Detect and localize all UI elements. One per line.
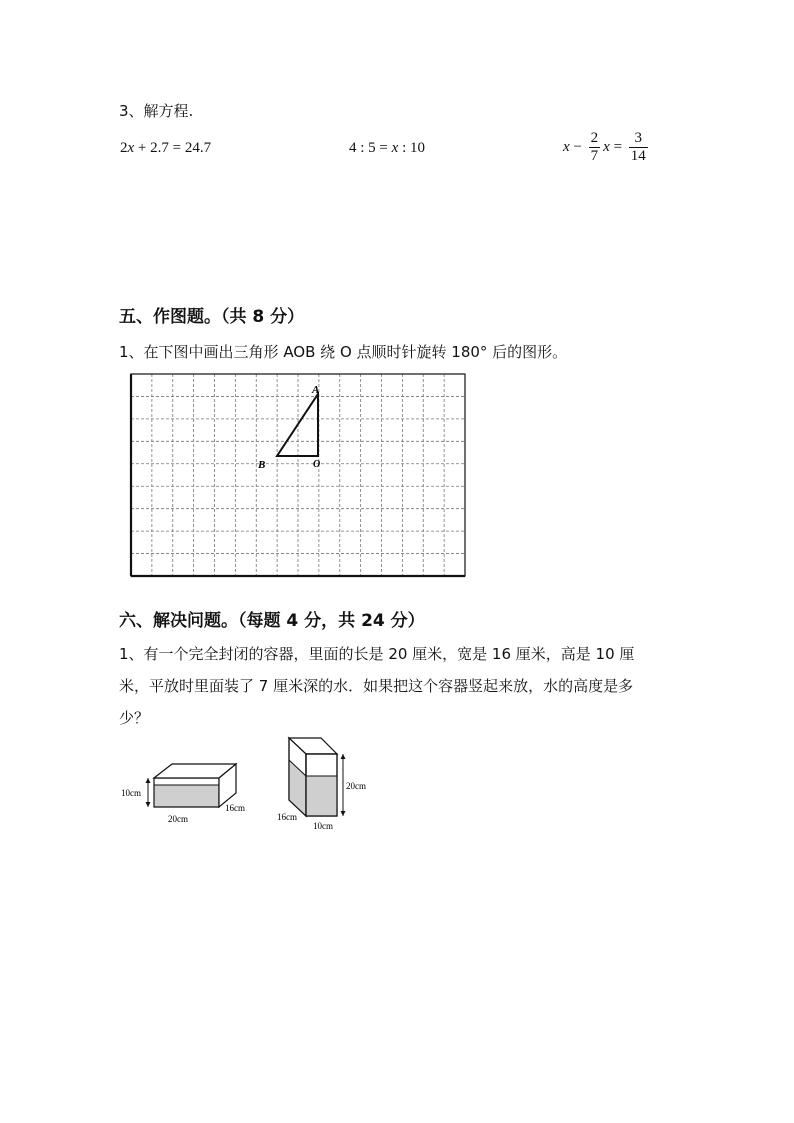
upright-length-label: 10cm xyxy=(313,821,333,831)
q3-title: 3、解方程. xyxy=(119,102,194,120)
eq1-rest: + 2.7 = 24.7 xyxy=(134,140,212,156)
equation-1 xyxy=(120,140,211,157)
eq3-numerator-2: 3 xyxy=(629,130,648,148)
container-upright-figure xyxy=(277,732,387,834)
flat-height-label: 10cm xyxy=(121,788,141,798)
water-flat xyxy=(154,785,219,807)
grid-figure xyxy=(128,372,468,580)
eq1-coefficient: 2 xyxy=(120,140,128,156)
point-b-label: B xyxy=(258,459,266,471)
grid-lines xyxy=(131,374,465,576)
eq3-variable-1: x xyxy=(563,138,570,155)
section-5-title: 五、作图题。（共 8 分） xyxy=(119,307,305,327)
triangle-aob xyxy=(277,394,318,456)
question-line-2: 米，平放时里面装了 7 厘米深的水．如果把这个容器竖起来放，水的高度是多 xyxy=(119,677,634,695)
section-5-question-1: 1、在下图中画出三角形 AOB 绕 O 点顺时针旋转 180° 后的图形。 xyxy=(119,343,568,361)
eq3-numerator-1: 2 xyxy=(590,130,599,146)
container-flat-figure xyxy=(118,755,258,830)
flat-length-label: 20cm xyxy=(168,814,188,824)
point-a-label: A xyxy=(312,384,320,396)
eq3-fraction-2 xyxy=(629,130,648,165)
upright-width-label: 16cm xyxy=(277,812,297,822)
equation-3 xyxy=(563,130,651,165)
eq2-variable: x xyxy=(391,140,399,156)
question-line-3: 少？ xyxy=(119,709,150,727)
upright-height-label: 20cm xyxy=(346,781,366,791)
section-6-title: 六、解决问题。（每题 4 分，共 24 分） xyxy=(119,611,425,631)
eq3-denominator-1: 7 xyxy=(590,148,599,164)
water-upright-front xyxy=(306,776,337,816)
eq2-left: 4 : 5 = xyxy=(349,140,392,156)
eq2-right: : 10 xyxy=(398,140,425,156)
eq3-fraction-1 xyxy=(589,130,601,165)
eq1-variable: x xyxy=(127,140,135,156)
equation-2 xyxy=(349,140,425,157)
question-line-1: 1、有一个完全封闭的容器，里面的长是 20 厘米，宽是 16 厘米，高是 10 厘 xyxy=(119,645,635,663)
flat-width-label: 16cm xyxy=(225,803,245,813)
section-6-question-1 xyxy=(119,638,679,734)
eq3-variable-2: x xyxy=(603,138,610,155)
eq3-equals: = xyxy=(609,138,626,155)
eq3-denominator-2: 14 xyxy=(630,148,646,164)
point-o-label: O xyxy=(313,459,321,470)
eq3-minus: − xyxy=(569,138,586,155)
